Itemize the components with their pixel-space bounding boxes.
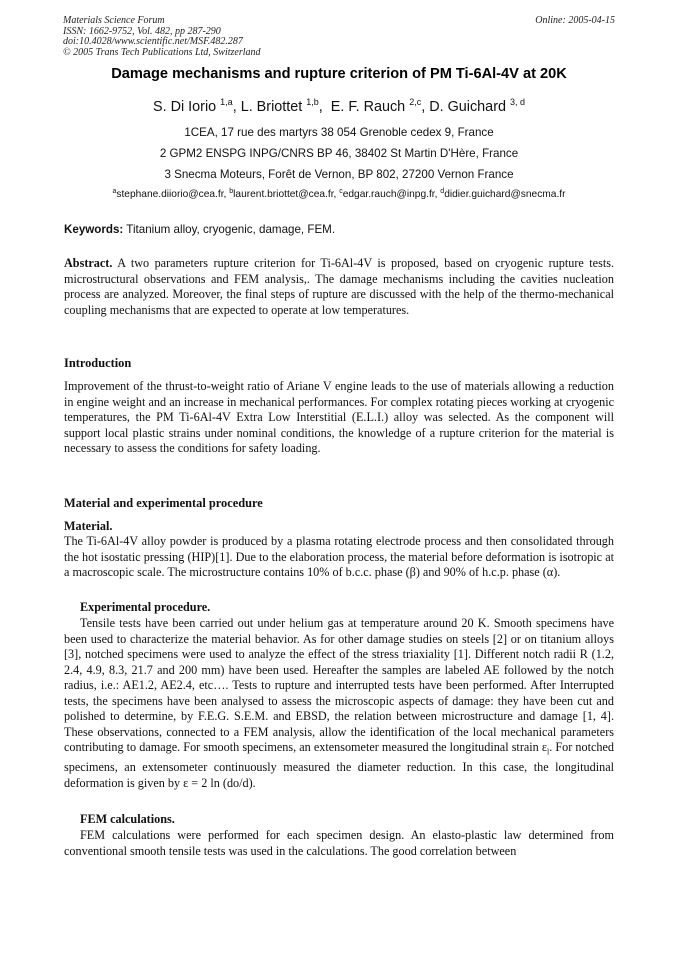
author-name: S. Di Iorio — [152, 99, 217, 115]
experimental-text-2: . For notched specimens, an extensometer continuously measured the diameter reduction. In this case, the longitudinal deformation is given by ε = 2 ln (do/d). — [64, 740, 614, 790]
affiliation-3: 3 Snecma Moteurs, Forêt de Vernon, BP 802, 27200 Vernon France — [164, 168, 514, 181]
email-list — [0, 188, 678, 200]
abstract-text: A two parameters rupture criterion for Ti-6Al-4V is proposed, based on cryogenic rupture tests. microstructural observations and FEM analysis,. The damage mechanisms including the cavities nucleation process are analyzed. Moreover, the final steps of rupture are discussed with the help of the thermo-mechanical coupling mechanisms that are expected to operate at low temperatures. — [64, 256, 614, 317]
keywords-label: Keywords: — [64, 223, 124, 236]
author-superscript: 1,a — [220, 97, 233, 107]
abstract-paragraph — [64, 256, 614, 318]
introduction-paragraph: Improvement of the thrust-to-weight ratio of Ariane V engine leads to the use of materials allowing a reduction in engine weight and an increase in mechanical performances. For complex rotating pieces working at cryogenic temperatures, the PM Ti-6Al-4V Extra Low Interstitial (E.L.I.) alloy was selected. As the component will support local plastic strains under nominal conditions, the knowledge of a rupture criterion for the material is necessary to assess the conditions for safety loading. — [64, 379, 614, 456]
journal-name: Materials Science Forum — [63, 15, 165, 26]
author-list: S. Di Iorio $^{1,a}$, L. Briottet $^{1,b}$, E. F. Rauch $^{2,c}$, D. Guichard $^{3, d}$ — [152, 97, 525, 115]
author-name: L. Briottet — [240, 99, 303, 115]
experimental-paragraph — [64, 616, 614, 791]
email-address[interactable]: laurent.briottet@cea.fr, — [233, 189, 337, 200]
introduction-heading: Introduction — [64, 356, 132, 370]
affiliation-1: 1CEA, 17 rue des martyrs 38 054 Grenoble cedex 9, France — [184, 126, 494, 139]
keywords-text: Titanium alloy, cryogenic, damage, FEM. — [126, 223, 336, 236]
abstract-label: Abstract. — [64, 256, 113, 270]
email-address[interactable]: didier.guichard@snecma.fr — [444, 189, 566, 200]
journal-issn: ISSN: 1662-9752, Vol. 482, pp 287-290 — [63, 25, 221, 37]
email-superscript: c — [339, 188, 343, 195]
email-superscript: a — [112, 188, 117, 195]
author-superscript: 1,b — [306, 97, 319, 107]
keywords — [64, 223, 614, 236]
author-name: D. Guichard — [429, 99, 506, 115]
epsilon-subscript: l — [547, 747, 550, 757]
online-date: Online: 2005-04-15 — [535, 15, 615, 26]
paper-title: Damage mechanisms and rupture criterion of PM Ti-6Al-4V at 20K — [111, 66, 567, 82]
email-superscript: b — [229, 188, 234, 195]
journal-copyright: © 2005 Trans Tech Publications Ltd, Switzerland — [63, 46, 261, 58]
material-section-heading: Material and experimental procedure — [64, 496, 263, 510]
author-name: E. F. Rauch — [330, 99, 406, 115]
epsilon-symbol: ε — [541, 740, 547, 755]
fem-subheading: FEM calculations. — [80, 812, 175, 826]
material-subheading: Material. — [64, 519, 113, 533]
email-address[interactable]: edgar.rauch@inpg.fr, — [342, 189, 438, 200]
email-superscript: d — [440, 188, 445, 195]
author-superscript: 3, d — [509, 97, 525, 107]
fem-paragraph: FEM calculations were performed for each specimen design. An elasto-plastic law determined from conventional smooth tensile tests was used in the calculations. The good correlation between — [64, 828, 614, 858]
experimental-text-1: Tensile tests have been carried out under helium gas at temperature around 20 K. Smooth specimens have been used to characterize the material behavior. As for other damage studies on steels [2] or on titanium alloys [3], notched specimens were used to analyze the effect of the stress triaxiality [1]. Different notch radii R (1.2, 2.4, 4.9, 8.3, 21.7 and 200 mm) have been used. Hereafter the samples are labeled AE followed by the notch radius, i.e.: AE1.2, AE2.4, etc…. Tests to rupture and interrupted tests have been performed. After Interrupted tests, the specimens have been analysed to assess the microscopic aspects of damage: they have been cut and polished to determine, by F.E.G. S.E.M. and EBSD, the relation between microstructure and damage [1, 4]. These observations, connected to a FEM analysis, allow the identification of the local mechanical parameters contributing to damage. For smooth specimens, an extensometer measured the longitudinal strain — [64, 616, 614, 755]
journal-doi: doi:10.4028/www.scientific.net/MSF.482.287 — [63, 36, 243, 48]
email-address[interactable]: stephane.diiorio@cea.fr, — [116, 189, 227, 200]
journal-header — [63, 16, 615, 58]
affiliation-2: 2 GPM2 ENSPG INPG/CNRS BP 46, 38402 St Martin D'Hère, France — [159, 147, 519, 160]
author-superscript: 2,c — [409, 97, 422, 107]
experimental-subheading: Experimental procedure. — [80, 600, 211, 614]
material-paragraph: The Ti-6Al-4V alloy powder is produced by a plasma rotating electrode process and then consolidated through the hot isostatic pressing (HIP)[1]. Due to the elaboration process, the material before deformation is isotropic at a macroscopic scale. The microstructure contains 10% of b.c.c. phase (β) and 90% of h.c.p. phase (α). — [64, 534, 614, 580]
